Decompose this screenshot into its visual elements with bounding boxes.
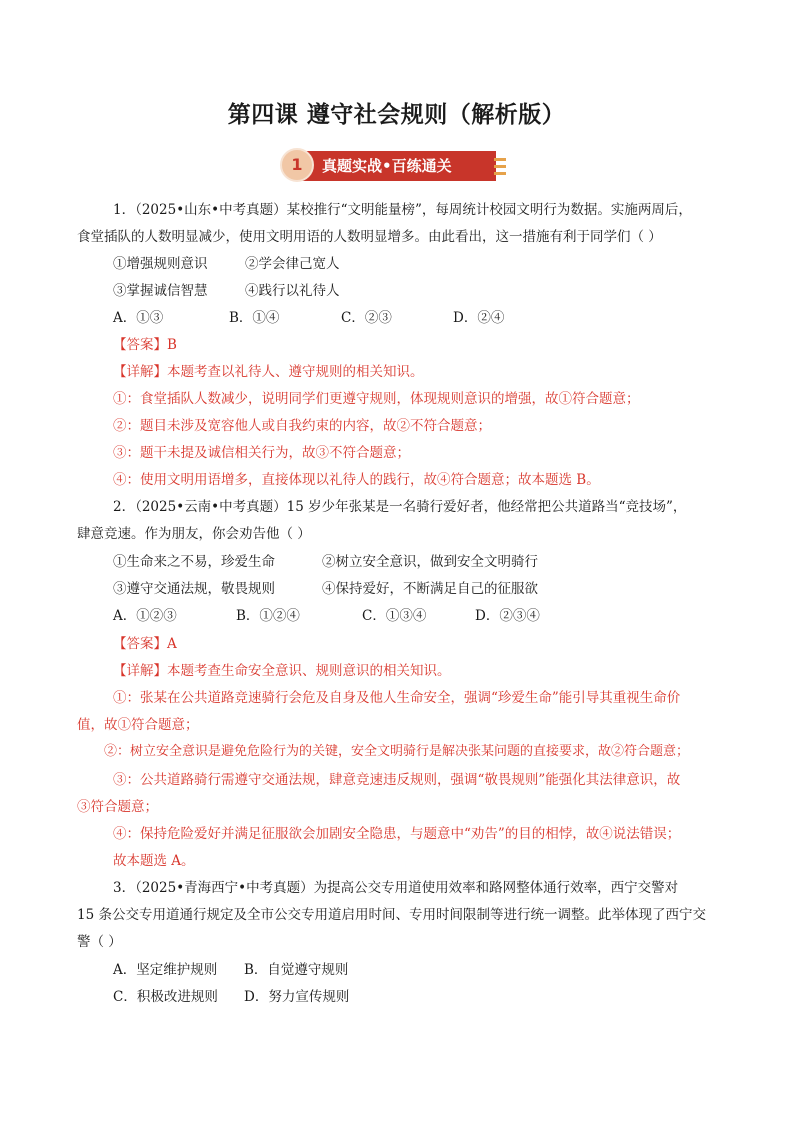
q1-analysis-2: ②：题目未涉及宽容他人或自我约束的内容，故②不符合题意；	[113, 418, 491, 434]
q1-stem-line1: 1．（2025•山东•中考真题）某校推行“文明能量榜”，每周统计校园文明行为数据。实施两周后，	[113, 202, 692, 218]
q1-analysis-4: ④：使用文明用语增多，直接体现以礼待人的践行，故④符合题意；故本题选 B。	[113, 472, 600, 488]
q2-analysis-1-cont: 值，故①符合题意；	[77, 717, 199, 733]
q2-option-a: A．①②③	[113, 608, 177, 624]
q2-option-b: B．①②④	[236, 608, 300, 624]
banner-label: 真题实战•百练通关	[322, 157, 452, 175]
q1-option-a: A．①③	[113, 310, 164, 326]
q2-stem-line1: 2．（2025•云南•中考真题）15 岁少年张某是一名骑行爱好者，他经常把公共道路当“竞技场”，	[113, 499, 687, 515]
q3-option-d: D．努力宣传规则	[244, 989, 350, 1005]
q1-option-c: C．②③	[341, 310, 392, 326]
page-title: 第四课 遵守社会规则（解析版）	[227, 102, 566, 128]
q3-stem-line2: 15 条公交专用道通行规定及全市公交专用道启用时间、专用时间限制等进行统一调整。此举体现了西宁交	[77, 907, 706, 923]
q2-item-1: ①生命来之不易，珍爱生命	[113, 554, 275, 570]
q3-option-c: C．积极改进规则	[113, 989, 218, 1005]
q1-stem-line2: 食堂插队的人数明显减少，使用文明用语的人数明显增多。由此看出，这一措施有利于同学们（ ）	[77, 229, 662, 245]
q3-stem-line3: 警（ ）	[77, 934, 122, 950]
q1-analysis-1: ①：食堂插队人数减少，说明同学们更遵守规则，体现规则意识的增强，故①符合题意；	[113, 391, 640, 407]
q2-analysis-2: ②：树立安全意识是避免危险行为的关键，安全文明骑行是解决张某问题的直接要求，故②符合题意；	[104, 744, 690, 759]
q2-answer: 【答案】A	[113, 636, 177, 652]
q2-analysis-3-cont: ③符合题意；	[77, 799, 158, 815]
q1-item-3: ③掌握诚信智慧	[113, 283, 208, 299]
q1-option-b: B．①④	[229, 310, 280, 326]
q2-analysis-3: ③：公共道路骑行需遵守交通法规，肆意竞速违反规则，强调“敬畏规则”能强化其法律意识，故	[113, 772, 681, 788]
q1-item-4: ④践行以礼待人	[245, 283, 340, 299]
q2-item-2: ②树立安全意识，做到安全文明骑行	[322, 554, 538, 570]
q1-item-1: ①增强规则意识	[113, 256, 208, 272]
section-banner	[280, 148, 516, 184]
q1-option-d: D．②④	[453, 310, 505, 326]
q2-analysis-4: ④：保持危险爱好并满足征服欲会加剧安全隐患，与题意中“劝告”的目的相悖，故④说法错误；	[113, 826, 681, 842]
q2-item-4: ④保持爱好，不断满足自己的征服欲	[322, 581, 538, 597]
q2-analysis-1: ①：张某在公共道路竞速骑行会危及自身及他人生命安全，强调“珍爱生命”能引导其重视生命价	[113, 690, 681, 706]
q3-stem-line1: 3．（2025•青海西宁•中考真题）为提高公交专用道使用效率和路网整体通行效率，西宁交警对	[113, 880, 679, 896]
q2-stem-line2: 肆意竞速。作为朋友，你会劝告他（ ）	[77, 526, 311, 542]
q3-option-a: A．坚定维护规则	[113, 962, 218, 978]
q2-option-d: D．②③④	[475, 608, 540, 624]
q1-answer: 【答案】B	[113, 337, 177, 353]
banner-bar	[296, 151, 496, 181]
q2-option-c: C．①③④	[362, 608, 427, 624]
banner-number-badge: 1	[280, 148, 314, 182]
q2-conclusion: 故本题选 A。	[113, 853, 195, 869]
q3-option-b: B．自觉遵守规则	[244, 962, 349, 978]
q2-detail: 【详解】本题考查生命安全意识、规则意识的相关知识。	[113, 663, 451, 679]
q1-analysis-3: ③：题干未提及诚信相关行为，故③不符合题意；	[113, 445, 410, 461]
q1-item-2: ②学会律己宽人	[245, 256, 340, 272]
q2-item-3: ③遵守交通法规，敬畏规则	[113, 581, 275, 597]
q1-detail: 【详解】本题考查以礼待人、遵守规则的相关知识。	[113, 364, 424, 380]
banner-stripes-decoration	[494, 158, 506, 179]
